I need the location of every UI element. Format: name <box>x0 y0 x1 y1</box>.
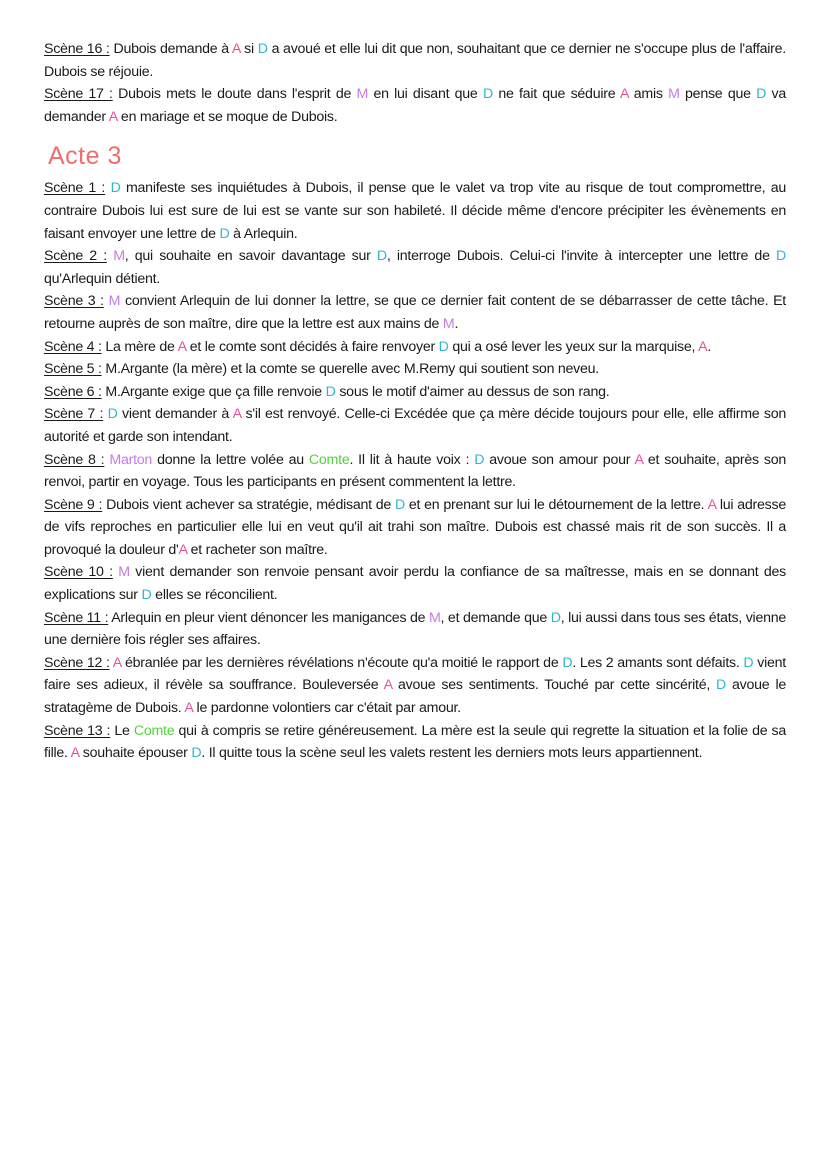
scene-text: . Les 2 amants sont défaits. <box>572 654 744 671</box>
character-mark-d: D <box>716 677 727 694</box>
scene-text: avoue le stratagème de Dubois. <box>44 677 786 717</box>
scene-paragraph <box>44 403 786 448</box>
scene-label: Scène 11 : <box>44 609 109 626</box>
scene-text: qu'Arlequin détient. <box>44 270 161 287</box>
scene-text: , interroge Dubois. Celui-ci l'invite à intercepter une lettre de <box>386 248 776 265</box>
character-mark-a: A <box>619 86 629 103</box>
scene-text: . Il lit à haute voix : <box>349 451 475 468</box>
scene-text: si <box>240 41 258 57</box>
scene-text: et le comte sont décidés à faire renvoyer <box>186 338 439 355</box>
character-mark-d: D <box>107 406 118 423</box>
scene-text: vient demander son renvoie pensant avoir perdu la confiance de sa maîtresse, mais en se donnant des explications sur <box>44 564 786 604</box>
character-mark-d: D <box>376 248 387 265</box>
scene-text: a avoué et elle lui dit que non, souhaitant que ce dernier ne s'occupe plus de l'affaire. Dubois se réjouie. <box>44 41 786 80</box>
character-mark-d: D <box>482 86 493 103</box>
scene-text: Le <box>110 722 134 739</box>
character-mark-d: D <box>257 41 268 57</box>
scene-text: donne la lettre volée au <box>152 451 309 468</box>
scene-paragraph <box>44 38 786 83</box>
scene-text: Dubois demande à <box>109 41 232 57</box>
character-mark-d: D <box>325 383 336 400</box>
character-mark-m: M <box>356 86 369 103</box>
character-mark-comte: Comte <box>133 722 175 739</box>
scene-text: Arlequin en pleur vient dénoncer les manigances de <box>108 609 429 626</box>
scene-label: Scène 16 : <box>44 41 110 57</box>
character-mark-a: A <box>383 677 393 694</box>
scene-label: Scène 13 : <box>44 722 111 739</box>
character-mark-a: A <box>707 496 716 513</box>
scene-paragraph <box>44 358 786 381</box>
scene-text: manifeste ses inquiétudes à Dubois, il pense que le valet va trop vite au risque de tout compromettre, au contraire Dubois lui est sure de lui est se vante sur son habileté. Il décide même d'encore précipiter les évènements en faisant envoyer une lettre de <box>44 180 786 242</box>
scene-text: en mariage et se moque de Dubois. <box>117 108 338 125</box>
act3-scenes <box>44 177 786 764</box>
scene-text: lui adresse de vifs reproches en particulier elle lui en veut qu'il ait trahi son maître. Dubois est chassé mais rit de son succès. Il a provoqué la douleur d' <box>44 496 786 558</box>
scene-paragraph <box>44 381 786 404</box>
character-mark-d: D <box>219 225 230 242</box>
character-mark-a: A <box>177 338 187 355</box>
character-mark-m: M <box>428 609 441 626</box>
scene-text: va demander <box>44 86 786 125</box>
scene-label: Scène 12 : <box>44 654 110 671</box>
scene-paragraph <box>44 652 786 720</box>
scene-text: . <box>707 338 712 355</box>
scene-paragraph <box>44 607 786 652</box>
character-mark-d: D <box>756 86 767 103</box>
scene-label: Scène 9 : <box>44 496 103 513</box>
character-mark-d: D <box>394 496 405 513</box>
character-mark-a: A <box>112 654 122 671</box>
scene-label: Scène 8 : <box>44 451 105 468</box>
scene-label: Scène 3 : <box>44 293 104 310</box>
scene-paragraph <box>44 290 786 335</box>
scene-text: pense que <box>679 86 757 103</box>
character-mark-d: D <box>474 451 485 468</box>
character-mark-a: A <box>231 41 241 57</box>
scene-paragraph <box>44 561 786 606</box>
character-mark-m: M <box>442 315 455 332</box>
scene-text: vient faire ses adieux, il révèle sa souffrance. Bouleversée <box>44 654 786 694</box>
scene-label: Scène 10 : <box>44 564 113 581</box>
scene-text: elles se réconcilient. <box>151 587 278 604</box>
scene-text: avoue ses sentiments. Touché par cette sincérité, <box>392 677 717 694</box>
character-mark-d: D <box>438 338 449 355</box>
character-mark-a: A <box>232 406 242 423</box>
scene-text: souhaite épouser <box>79 745 192 762</box>
scene-text: Dubois mets le doute dans l'esprit de <box>112 86 357 103</box>
character-mark-d: D <box>191 745 202 762</box>
act-title: Acte 3 <box>48 142 122 171</box>
scene-text: M.Argante (la mère) et la comte se querelle avec M.Remy qui soutient son neveu. <box>101 361 599 378</box>
scene-label: Scène 6 : <box>44 383 102 400</box>
character-mark-m: M <box>668 86 680 103</box>
scene-text: et souhaite, après son renvoi, partir en voyage. Tous les participants en présent commentent la lettre. <box>44 451 786 491</box>
character-mark-d: D <box>141 587 152 604</box>
scene-label: Scène 1 : <box>44 180 106 197</box>
scene-label: Scène 2 : <box>44 248 107 265</box>
character-mark-a: A <box>108 108 118 125</box>
scene-text: sous le motif d'aimer au dessus de son rang. <box>335 383 610 400</box>
scene-text: à Arlequin. <box>229 225 298 242</box>
character-mark-comte: Comte <box>308 451 350 468</box>
character-mark-a: A <box>184 700 193 717</box>
scene-text: . <box>454 315 459 332</box>
scene-text: ébranlée par les dernières révélations n'écoute qu'a moitié le rapport de <box>121 654 563 671</box>
character-mark-a: A <box>698 338 708 355</box>
scene-paragraph <box>44 449 786 494</box>
scene-text: convient Arlequin de lui donner la lettre, se que ce dernier fait content de se débarrasser de cette tâche. Et retourne auprès de son maître, dire que la lettre est aux mains de <box>44 293 786 332</box>
scene-paragraph <box>44 83 786 128</box>
scene-text: qui à compris se retire généreusement. La mère est la seule qui regrette la situation et la folie de sa fille. <box>44 722 786 762</box>
scene-text: avoue son amour pour <box>484 451 635 468</box>
scene-text: et racheter son maître. <box>186 541 328 558</box>
scene-text: le pardonne volontiers car c'était par amour. <box>192 700 461 717</box>
scene-paragraph <box>44 494 786 562</box>
character-mark-d: D <box>562 654 573 671</box>
character-mark-a: A <box>634 451 643 468</box>
scene-paragraph <box>44 245 786 290</box>
character-mark-m: M <box>118 564 130 581</box>
scene-label: Scène 5 : <box>44 361 102 378</box>
scene-paragraph <box>44 720 786 765</box>
scene-label: Scène 4 : <box>44 338 102 355</box>
scene-text: s'il est renvoyé. Celle-ci Excédée que ça mère décide toujours pour elle, elle affirme son autorité et garde son intendant. <box>44 406 786 445</box>
scene-text: et en prenant sur lui le détournement de la lettre. <box>404 496 708 513</box>
scene-paragraph <box>44 336 786 359</box>
character-mark-marton: Marton <box>109 451 153 468</box>
character-mark-d: D <box>110 180 121 197</box>
scene-text: , et demande que <box>440 609 551 626</box>
character-mark-d: D <box>743 654 754 671</box>
scene-text: , lui aussi dans tous ses états, vienne une dernière fois régler ses affaires. <box>44 609 787 649</box>
scene-text: . Il quitte tous la scène seul les valets restent les derniers mots leurs appartiennent. <box>201 745 703 762</box>
scene-text: La mère de <box>101 338 178 355</box>
character-mark-a: A <box>70 745 80 762</box>
scene-text: , qui souhaite en savoir davantage sur <box>124 248 377 265</box>
character-mark-m: M <box>113 248 125 265</box>
scene-label: Scène 7 : <box>44 406 104 423</box>
scene-text: M.Argante exige que ça fille renvoie <box>101 383 326 400</box>
scene-text: qui a osé lever les yeux sur la marquise, <box>448 338 699 355</box>
scene-text: Dubois vient achever sa stratégie, médisant de <box>102 496 395 513</box>
scene-text: amis <box>628 86 669 103</box>
scene-text: ne fait que séduire <box>492 86 620 103</box>
scene-label: Scène 17 : <box>44 86 113 103</box>
scene-text: en lui disant que <box>368 86 483 103</box>
character-mark-m: M <box>108 293 121 310</box>
character-mark-d: D <box>776 248 786 265</box>
scene-paragraph <box>44 177 786 245</box>
character-mark-a: A <box>178 541 187 558</box>
act2-ending-scenes <box>44 38 786 128</box>
scene-text: vient demander à <box>117 406 233 423</box>
character-mark-d: D <box>550 609 561 626</box>
